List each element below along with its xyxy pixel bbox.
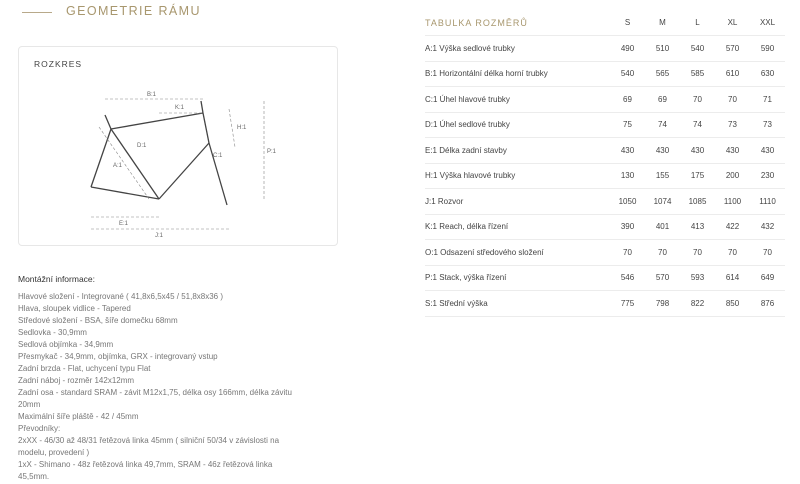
row-label: H:1 Výška hlavové trubky [425, 163, 610, 189]
table-title: TABULKA ROZMĚRŮ [425, 17, 528, 28]
info-line: Sedlovka - 30,9mm [18, 328, 87, 337]
table-row [425, 163, 785, 189]
row-value: 540 [610, 61, 645, 87]
row-value: 1100 [715, 189, 750, 215]
size-table-header [425, 10, 785, 36]
table-row [425, 36, 785, 62]
row-value: 614 [715, 265, 750, 291]
mounting-info-title: Montážní informace: [18, 274, 96, 284]
info-line: Převodníky: [18, 424, 61, 433]
seatpost [105, 115, 111, 129]
row-value: 510 [645, 36, 680, 62]
row-value: 70 [610, 240, 645, 266]
row-value: 490 [610, 36, 645, 62]
dim-label-b: B:1 [147, 92, 157, 98]
row-value: 71 [750, 87, 785, 113]
row-value: 546 [610, 265, 645, 291]
size-col-s: S [624, 18, 631, 27]
row-value: 401 [645, 214, 680, 240]
row-value: 230 [750, 163, 785, 189]
row-label: D:1 Úhel sedlové trubky [425, 112, 610, 138]
row-value: 610 [715, 61, 750, 87]
row-value: 430 [610, 138, 645, 164]
row-label: O:1 Odsazení středového složení [425, 240, 610, 266]
down-tube [159, 143, 209, 199]
row-value: 413 [680, 214, 715, 240]
dim-label-j: J:1 [155, 233, 164, 237]
row-label: P:1 Stack, výška řízení [425, 265, 610, 291]
drawing-label: ROZKRES [34, 59, 83, 69]
top-tube [111, 113, 203, 129]
info-line: 20mm [18, 400, 41, 409]
row-value: 175 [680, 163, 715, 189]
row-value: 422 [715, 214, 750, 240]
row-value: 1074 [645, 189, 680, 215]
info-line: 2xXX - 46/30 až 48/31 řetězová linka 45mm ( silniční 50/34 v závislosti na [18, 436, 280, 445]
info-line: Hlava, sloupek vidlice - Tapered [18, 304, 131, 313]
dim-label-p: P:1 [267, 149, 277, 155]
row-label: J:1 Rozvor [425, 189, 610, 215]
row-value: 570 [645, 265, 680, 291]
size-table [425, 10, 785, 317]
row-value: 70 [715, 240, 750, 266]
row-value: 74 [645, 112, 680, 138]
row-value: 200 [715, 163, 750, 189]
dim-label-d: D:1 [137, 143, 147, 149]
row-value: 390 [610, 214, 645, 240]
row-value: 775 [610, 291, 645, 317]
row-value: 432 [750, 214, 785, 240]
row-label: C:1 Úhel hlavové trubky [425, 87, 610, 113]
table-row [425, 61, 785, 87]
info-line: Přesmykač - 34,9mm, objímka, GRX - integrovaný vstup [18, 352, 218, 361]
chain-stay [91, 187, 159, 199]
row-value: 649 [750, 265, 785, 291]
row-value: 540 [680, 36, 715, 62]
size-col-xxl: XXL [759, 18, 776, 27]
info-line: modelu, provedení ) [18, 448, 90, 457]
row-label: B:1 Horizontální délka horní trubky [425, 61, 610, 87]
info-line: Sedlová objímka - 34,9mm [18, 340, 114, 349]
row-value: 430 [750, 138, 785, 164]
table-row [425, 291, 785, 317]
row-value: 69 [645, 87, 680, 113]
size-col-m: M [659, 18, 666, 27]
dim-label-e: E:1 [119, 221, 129, 227]
info-line: Maximální šíře pláště - 42 / 45mm [18, 412, 139, 421]
row-value: 822 [680, 291, 715, 317]
row-label: E:1 Délka zadní stavby [425, 138, 610, 164]
dimension-a-line [99, 127, 149, 199]
frame-drawing-card [18, 46, 338, 246]
head-tube [203, 113, 209, 143]
row-value: 850 [715, 291, 750, 317]
table-row [425, 214, 785, 240]
row-value: 69 [610, 87, 645, 113]
dim-label-h: H:1 [237, 125, 247, 131]
table-row [425, 240, 785, 266]
row-value: 1110 [750, 189, 785, 215]
dim-label-c: C:1 [213, 153, 223, 159]
row-value: 430 [680, 138, 715, 164]
info-line: Zadní náboj - rozměr 142x12mm [18, 376, 135, 385]
size-table-body [425, 36, 785, 317]
info-line: 1xX - Shimano - 48z řetězová linka 49,7mm, SRAM - 46z řetězová linka [18, 460, 273, 469]
dim-label-a: A:1 [113, 163, 123, 169]
mounting-info-list [18, 291, 338, 483]
row-value: 876 [750, 291, 785, 317]
row-label: A:1 Výška sedlové trubky [425, 36, 610, 62]
row-value: 585 [680, 61, 715, 87]
row-value: 73 [715, 112, 750, 138]
row-value: 70 [715, 87, 750, 113]
row-value: 630 [750, 61, 785, 87]
page-title: GEOMETRIE RÁMU [66, 4, 201, 18]
info-line: Zadní osa - standard SRAM - závit M12x1,75, délka osy 166mm, délka závitu [18, 388, 292, 397]
table-row [425, 265, 785, 291]
row-value: 430 [645, 138, 680, 164]
size-col-xl: XL [727, 18, 738, 27]
row-value: 798 [645, 291, 680, 317]
stem [201, 101, 203, 113]
table-row [425, 189, 785, 215]
row-value: 74 [680, 112, 715, 138]
dim-label-k: K:1 [175, 105, 185, 111]
row-value: 70 [750, 240, 785, 266]
row-label: K:1 Reach, délka řízení [425, 214, 610, 240]
row-value: 565 [645, 61, 680, 87]
row-value: 70 [680, 87, 715, 113]
row-value: 593 [680, 265, 715, 291]
frame-geometry-drawing [79, 87, 299, 237]
table-row [425, 138, 785, 164]
row-value: 1085 [680, 189, 715, 215]
dimension-h-line [229, 109, 235, 147]
seat-stay [91, 129, 111, 187]
row-value: 155 [645, 163, 680, 189]
row-value: 1050 [610, 189, 645, 215]
info-line: Zadní brzda - Flat, uchycení typu Flat [18, 364, 151, 373]
table-row [425, 87, 785, 113]
row-value: 75 [610, 112, 645, 138]
info-line: Hlavové složení - Integrované ( 41,8x6,5x45 / 51,8x8x36 ) [18, 292, 224, 301]
size-col-l: L [695, 18, 700, 27]
header-rule [22, 12, 52, 13]
row-value: 73 [750, 112, 785, 138]
row-value: 130 [610, 163, 645, 189]
info-line: 45,5mm. [18, 472, 50, 481]
row-value: 430 [715, 138, 750, 164]
row-value: 590 [750, 36, 785, 62]
row-value: 70 [680, 240, 715, 266]
row-label: S:1 Střední výška [425, 291, 610, 317]
info-line: Středové složení - BSA, šíře domečku 68mm [18, 316, 178, 325]
row-value: 570 [715, 36, 750, 62]
table-row [425, 112, 785, 138]
row-value: 70 [645, 240, 680, 266]
